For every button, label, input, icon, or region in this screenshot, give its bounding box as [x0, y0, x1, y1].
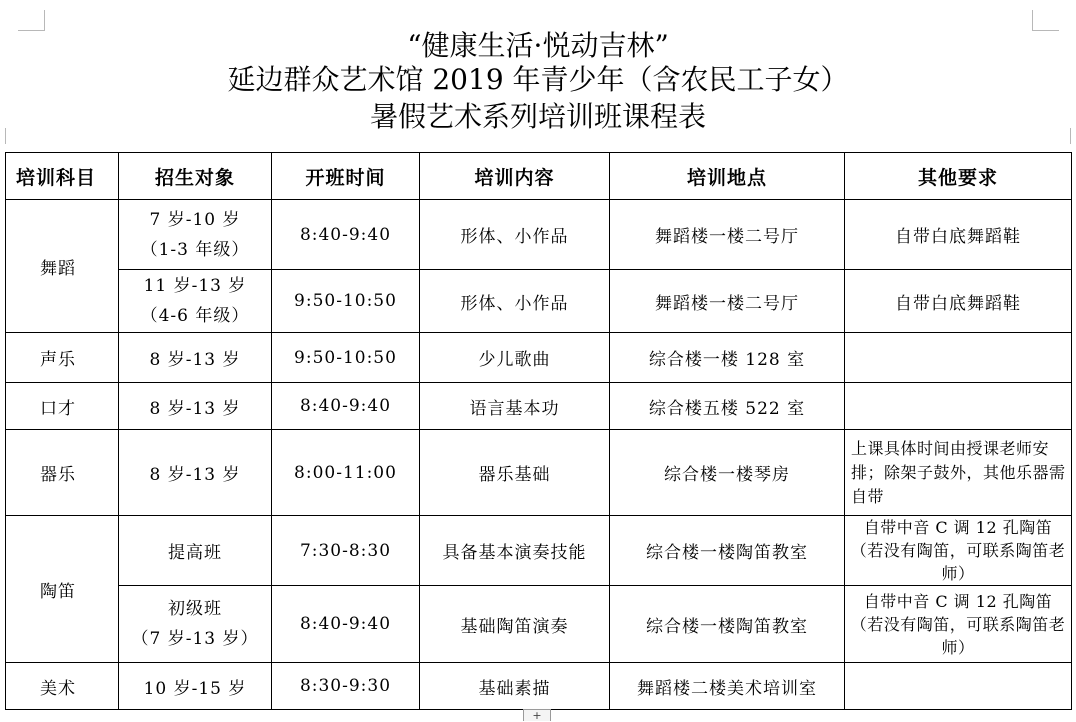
target-grade: （1-3 年级）: [140, 239, 250, 260]
header-time: 开班时间: [272, 153, 420, 200]
cell-subject-eloquence: 口才: [6, 383, 119, 430]
table-row: [6, 200, 1072, 270]
cell-target: 8 岁-13 岁: [119, 333, 272, 383]
cell-time: 8:40-9:40: [272, 383, 420, 430]
target-age: （7 岁-13 岁）: [131, 629, 259, 649]
cell-note: 上课具体时间由授课老师安排；除架子鼓外，其他乐器需自带: [845, 430, 1072, 516]
cell-note: [845, 333, 1072, 383]
table-row: [6, 516, 1072, 586]
header-content: 培训内容: [420, 153, 610, 200]
cell-time: 8:40-9:40: [272, 200, 420, 270]
header-target: 招生对象: [119, 153, 272, 200]
header-location: 培训地点: [610, 153, 845, 200]
cell-content: 形体、小作品: [420, 200, 610, 270]
cell-location: 舞蹈楼一楼二号厅: [610, 270, 845, 333]
note-contact: （若没有陶笛，可联系陶笛老师）: [850, 614, 1066, 657]
cell-note: 自带白底舞蹈鞋: [845, 200, 1072, 270]
cell-target: 提高班: [119, 516, 272, 586]
cell-location: 综合楼一楼琴房: [610, 430, 845, 516]
cell-location: 综合楼一楼 128 室: [610, 333, 845, 383]
cell-subject-vocal: 声乐: [6, 333, 119, 383]
cell-content: 少儿歌曲: [420, 333, 610, 383]
document-title-line-3: 暑假艺术系列培训班课程表: [369, 100, 706, 133]
cell-note: [845, 586, 1072, 663]
cell-time: 8:40-9:40: [272, 586, 420, 663]
table-move-handle[interactable]: +: [523, 709, 551, 721]
note-requirement: 自带中音 C 调 12 孔陶笛: [863, 518, 1053, 537]
cell-content: 基础素描: [420, 663, 610, 710]
table-row: [6, 663, 1072, 710]
note-requirement: 自带中音 C 调 12 孔陶笛: [863, 591, 1053, 611]
header-notes: 其他要求: [845, 153, 1072, 200]
document-title-line-2: 延边群众艺术馆 2019 年青少年（含农民工子女）: [227, 63, 849, 96]
table-row: [6, 430, 1072, 516]
cell-note: [845, 383, 1072, 430]
cell-note: 自带白底舞蹈鞋: [845, 270, 1072, 333]
cell-time: 9:50-10:50: [272, 270, 420, 333]
cell-target: 8 岁-13 岁: [119, 383, 272, 430]
document-title-line-1: “健康生活·悦动吉林”: [407, 29, 669, 62]
crop-mark-top-left: [18, 10, 45, 31]
cell-note: [845, 663, 1072, 710]
cell-content: 基础陶笛演奏: [420, 586, 610, 663]
cell-location: 舞蹈楼二楼美术培训室: [610, 663, 845, 710]
table-row: [6, 333, 1072, 383]
crop-mark-top-right: [1032, 10, 1059, 31]
cell-location: 综合楼一楼陶笛教室: [610, 516, 845, 586]
table-header-row: [6, 153, 1072, 200]
cell-location: 舞蹈楼一楼二号厅: [610, 200, 845, 270]
note-contact: （若没有陶笛，可联系陶笛老师）: [850, 541, 1066, 583]
cell-subject-dance: 舞蹈: [6, 200, 119, 333]
table-row: [6, 383, 1072, 430]
cell-location: 综合楼五楼 522 室: [610, 383, 845, 430]
target-age: 11 岁-13 岁: [143, 276, 247, 296]
cell-target: [119, 200, 272, 270]
cell-note: [845, 516, 1072, 586]
cell-time: 8:00-11:00: [272, 430, 420, 516]
cell-time: 7:30-8:30: [272, 516, 420, 586]
target-grade: （4-6 年级）: [140, 306, 250, 326]
cell-target: 10 岁-15 岁: [119, 663, 272, 710]
cell-time: 8:30-9:30: [272, 663, 420, 710]
cell-content: 形体、小作品: [420, 270, 610, 333]
cell-time: 9:50-10:50: [272, 333, 420, 383]
header-subject: 培训科目: [6, 153, 119, 200]
cell-content: 器乐基础: [420, 430, 610, 516]
table-row: [6, 270, 1072, 333]
target-age: 7 岁-10 岁: [149, 209, 241, 230]
cell-subject-fine-arts: 美术: [6, 663, 119, 710]
cell-target: 8 岁-13 岁: [119, 430, 272, 516]
course-schedule-table: [5, 152, 1072, 710]
cell-content: 具备基本演奏技能: [420, 516, 610, 586]
table-row: [6, 586, 1072, 663]
cell-content: 语言基本功: [420, 383, 610, 430]
cell-target: [119, 586, 272, 663]
cell-subject-instruments: 器乐: [6, 430, 119, 516]
cell-subject-ocarina: 陶笛: [6, 516, 119, 663]
cell-target: [119, 270, 272, 333]
cell-location: 综合楼一楼陶笛教室: [610, 586, 845, 663]
target-class: 初级班: [168, 599, 222, 619]
